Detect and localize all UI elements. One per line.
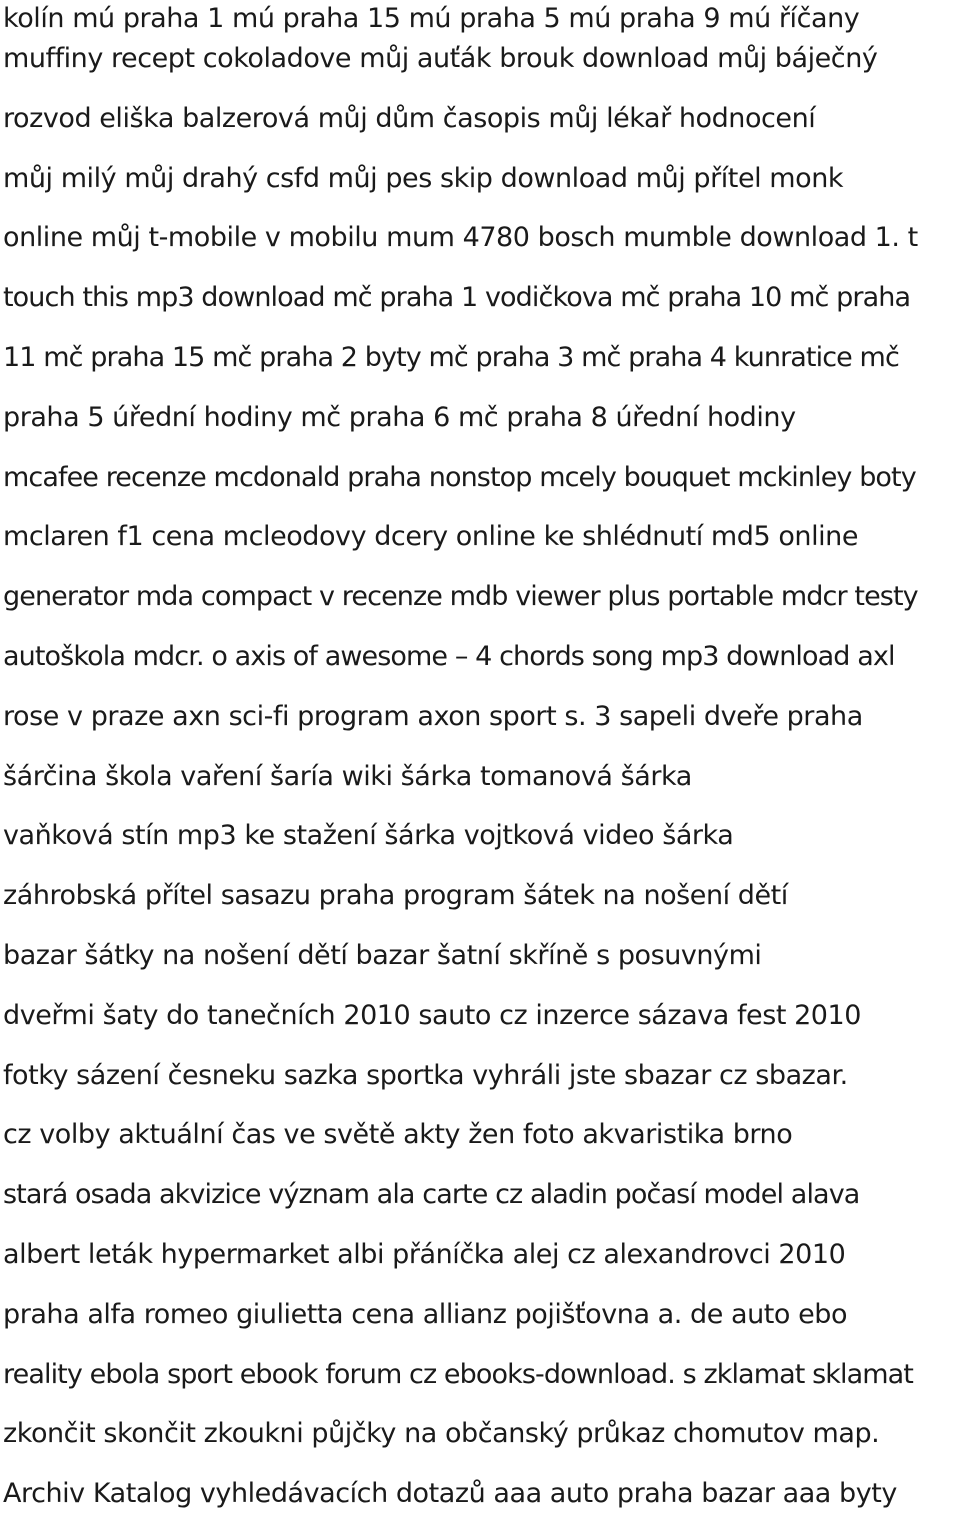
text-line-18: dveřmi šaty do tanečních 2010 sauto cz inzerce sázava fest 2010 [3, 999, 861, 1031]
text-line-10: mclaren f1 cena mcleodovy dcery online ke shlédnutí md5 online [3, 521, 858, 553]
text-line-13: rose v praze axn sci-fi program axon sport s. 3 sapeli dveře praha [3, 700, 863, 732]
text-line-14: šárčina škola vaření šaría wiki šárka tomanová šárka [3, 760, 692, 792]
text-line-1: kolín mú praha 1 mú praha 15 mú praha 5 mú praha 9 mú říčany [3, 3, 860, 34]
text-line-20: cz volby aktuální čas ve světě akty žen foto akvaristika brno [3, 1119, 793, 1151]
text-line-3: rozvod eliška balzerová můj dům časopis můj lékař hodnocení [3, 102, 816, 134]
text-line-19: fotky sázení česneku sazka sportka vyhráli jste sbazar cz sbazar. [3, 1059, 848, 1091]
text-line-4: můj milý můj drahý csfd můj pes skip download můj přítel monk [3, 162, 844, 194]
text-line-9: mcafee recenze mcdonald praha nonstop mcely bouquet mckinley boty [3, 461, 916, 493]
text-line-7: 11 mč praha 15 mč praha 2 byty mč praha 3 mč praha 4 kunratice mč [3, 341, 899, 373]
text-line-17: bazar šátky na nošení dětí bazar šatní skříně s posuvnými [3, 939, 762, 971]
text-line-21: stará osada akvizice význam ala carte cz aladin počasí model alava [3, 1179, 860, 1211]
text-line-25: zkončit skončit zkoukni půjčky na občanský průkaz chomutov map. [3, 1418, 880, 1450]
text-line-11: generator mda compact v recenze mdb viewer plus portable mdcr testy [3, 581, 918, 613]
text-line-22: albert leták hypermarket albi přáníčka alej cz alexandrovci 2010 [3, 1238, 846, 1270]
text-line-12: autoškola mdcr. o axis of awesome – 4 chords song mp3 download axl [3, 640, 895, 672]
text-line-26: Archiv Katalog vyhledávacích dotazů aaa auto praha bazar aaa byty [3, 1478, 897, 1510]
text-line-2: muffiny recept cokoladove můj auťák brouk download můj báječný [3, 43, 878, 74]
text-line-5: online můj t-mobile v mobilu mum 4780 bosch mumble download 1. t [3, 222, 918, 254]
text-line-8: praha 5 úřední hodiny mč praha 6 mč praha 8 úřední hodiny [3, 401, 796, 433]
text-line-24: reality ebola sport ebook forum cz ebooks-download. s zklamat sklamat [3, 1358, 913, 1390]
text-line-6: touch this mp3 download mč praha 1 vodičkova mč praha 10 mč praha [3, 282, 911, 314]
document-body [3, 0, 958, 1533]
text-line-23: praha alfa romeo giulietta cena allianz pojišťovna a. de auto ebo [3, 1298, 848, 1330]
text-line-16: záhrobská přítel sasazu praha program šátek na nošení dětí [3, 880, 788, 912]
text-line-15: vaňková stín mp3 ke stažení šárka vojtková video šárka [3, 820, 734, 852]
